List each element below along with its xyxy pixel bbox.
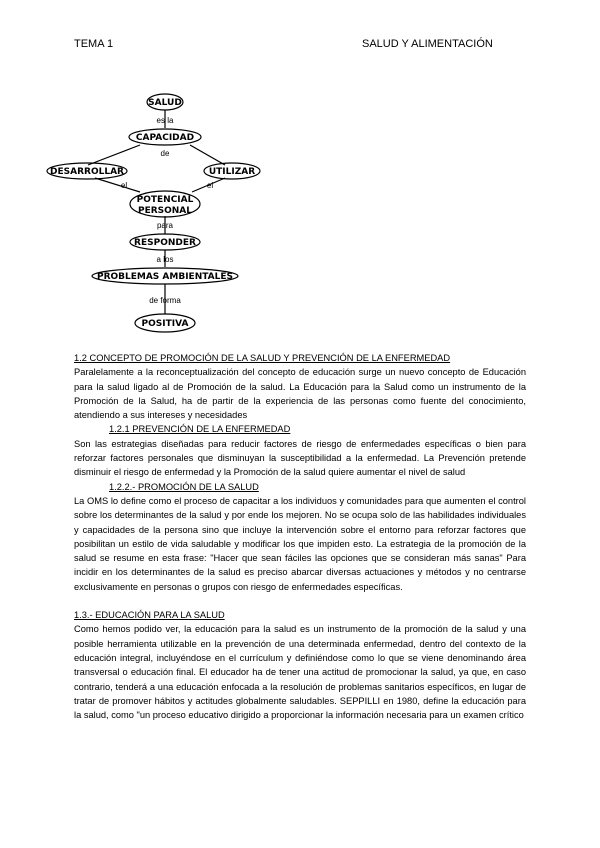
section-1-3-text: Como hemos podido ver, la educación para la salud es un instrumento de la promoción de la salud y una posible herramienta utilizable en la prevención de una determinada enfermedad, dentro del contexto de la educación integral, incluyéndose en el currículum y definiéndose como lo que se viene denominando área transversal o educación final. El educador ha de tener una actitud de promocionar la salud, ya que, en caso contrario, tenderá a una educación enfocada a la resolución de problemas sanitarios específicos, en lugar de tratar de promover hábitos y actitudes globalmente saludables. SEPPILLI en 1980, define la educación para la salud, como "un proceso educativo dirigido a proporcionar la información necesaria para un examen crítico <box>74 624 526 721</box>
section-1-3-title: 1.3.- EDUCACIÓN PARA LA SALUD <box>74 610 225 621</box>
node-positiva-label: POSITIVA <box>141 319 189 329</box>
document-body <box>74 351 526 722</box>
connector-para: para <box>156 221 174 230</box>
section-1-2-1-title: 1.2.1 PREVENCIÓN DE LA ENFERMEDAD <box>109 424 291 435</box>
header-right: SALUD Y ALIMENTACIÓN <box>362 38 493 50</box>
node-responder-label: RESPONDER <box>134 238 196 248</box>
node-salud-label: SALUD <box>148 98 182 108</box>
node-utilizar-label: UTILIZAR <box>208 167 256 177</box>
connector-a-los: a los <box>156 255 174 264</box>
connector-es-la: es la <box>156 116 174 125</box>
node-problemas-label: PROBLEMAS AMBIENTALES <box>96 272 234 282</box>
health-concept-diagram <box>0 0 600 345</box>
spacer <box>74 594 526 608</box>
connector-line <box>190 145 225 165</box>
node-capacidad-label: CAPACIDAD <box>135 133 195 143</box>
header-left: TEMA 1 <box>74 38 114 50</box>
connector-line <box>95 178 140 192</box>
section-1-2-2-text: La OMS lo define como el proceso de capacitar a los individuos y comunidades para que aumenten el control sobre los determinantes de la salud y por ende los mejoren. No se ocupa solo de las habilidades individuales y capacidades de la persona sino que incluye la intervención sobre el entorno para reforzar factores que posibilitan un estilo de vida saludable y modificar los que impiden esto. La estrategia de la promoción de la salud se resume en esta frase: "Hacer que sean fáciles las opciones que se consideran más sanas" Para incidir en los determinantes de la salud es preciso abarcar diversas actuaciones y métodos y no centrarse exclusivamente en personas o grupos con riesgo de enfermedades específicas. <box>74 495 526 592</box>
node-potencial-label-1: POTENCIAL <box>136 195 194 205</box>
connector-de: de <box>160 149 170 158</box>
node-potencial-label-2: PERSONAL <box>137 206 193 216</box>
connector-el-right: el <box>206 181 214 190</box>
node-desarrollar-label: DESARROLLAR <box>50 167 124 177</box>
section-1-2-1-text: Son las estrategias diseñadas para reducir factores de riesgo de enfermedades específicas o bien para reforzar factores personales que disminuyan la susceptibilidad a la enfermedad. La Prevención pretende disminuir el riesgo de enfermedad y la Promoción de la salud quiere aumentar el nivel de salud <box>74 438 526 478</box>
section-1-2-title: 1.2 CONCEPTO DE PROMOCIÓN DE LA SALUD Y PREVENCIÓN DE LA ENFERMEDAD <box>74 353 451 363</box>
connector-de-forma: de forma <box>149 296 181 305</box>
section-1-2-2-title: 1.2.2.- PROMOCIÓN DE LA SALUD <box>109 481 259 492</box>
connector-el-left: el <box>120 181 128 190</box>
section-1-2-text: Paralelamente a la reconceptualización del concepto de educación surge un nuevo concepto de Educación para la salud ligado al de Promoción de la salud. La Educación para la Salud como un instrumento de la Promoción de la Salud, ha de partir de la experiencia de las personas como fuente del conocimiento, atendiendo a sus intereses y necesidades <box>74 367 526 421</box>
connector-line <box>88 145 140 165</box>
